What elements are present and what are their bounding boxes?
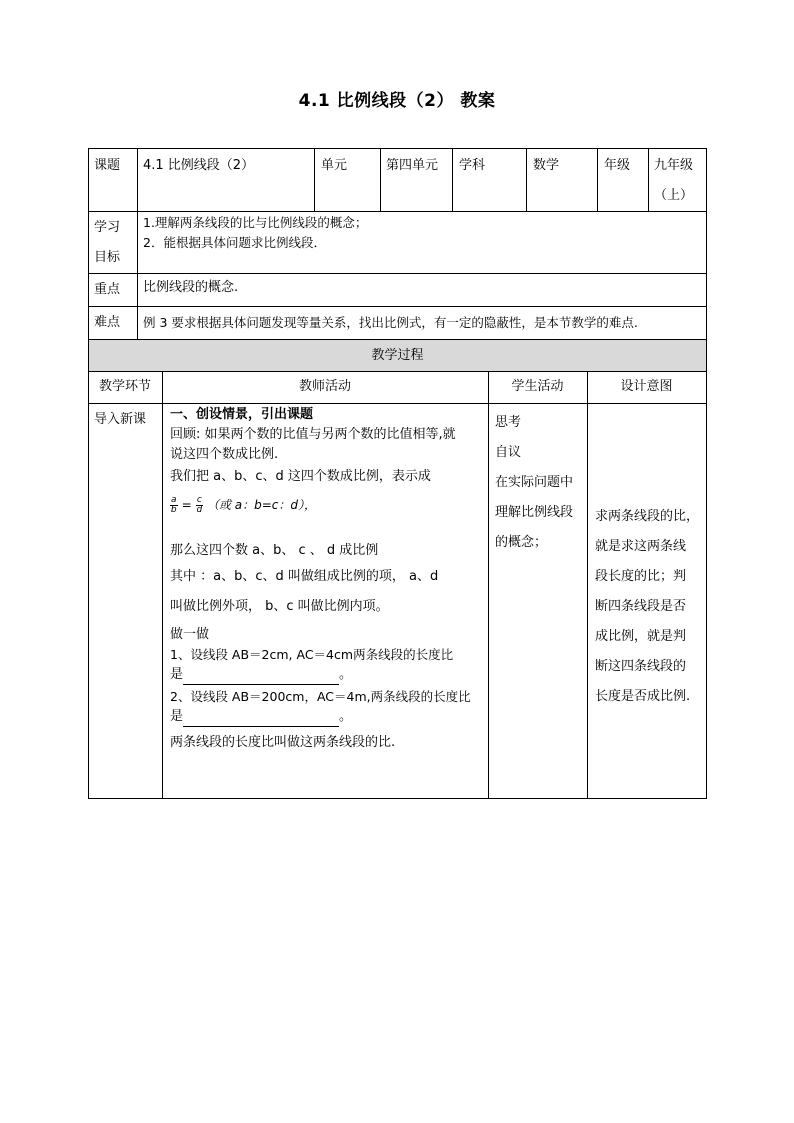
key-point-value: 比例线段的概念. (143, 280, 239, 295)
goal-line-1: 1.理解两条线段的比与比例线段的概念； (143, 215, 368, 230)
col-student: 学生活动 (511, 379, 564, 394)
review-line-1: 回顾: 如果两个数的比值与另两个数的比值相等,就 (170, 427, 456, 442)
question-1-line-1: 1、设线段 AB＝2cm, AC＝4cm两条线段的长度比 (170, 647, 454, 662)
unit-value: 第四单元 (386, 158, 439, 173)
process-header: 教学过程 (371, 348, 424, 363)
topic-value: 4.1 比例线段（2） (143, 158, 255, 173)
design-intent: 求两条线段的比， 就是求这两条线 段长度的比；判 断四条线段是否 成比例，就是判 断这四条线段的 长度是否成比例. (595, 509, 700, 704)
subject-value: 数学 (533, 158, 560, 173)
grade-value: 九年级 (654, 158, 694, 173)
stage-name: 导入新课 (94, 412, 147, 427)
fraction-a-over-b: $\frac{a}{b}$ (170, 495, 177, 515)
notation-line: 我们把 a、b、c、d 这四个数成比例，表示成 (170, 469, 431, 484)
document-title: 4.1 比例线段（2） 教案 (298, 91, 496, 111)
teacher-activity (170, 405, 486, 753)
col-design: 设计意图 (620, 379, 673, 394)
subject-label: 学科 (459, 158, 486, 173)
question-2-line-2: 是 。 (170, 707, 486, 727)
section-heading: 一、创设情景，引出课题 (170, 407, 314, 422)
question-1-line-2: 是 。 (170, 665, 486, 685)
goal-line-2: 2．能根据具体问题求比例线段． (143, 235, 326, 250)
question-2-line-1: 2、设线段 AB＝200cm，AC＝4m,两条线段的长度比 (170, 689, 471, 704)
col-stage: 教学环节 (98, 379, 151, 394)
topic-label: 课题 (94, 158, 121, 173)
among-line-2: 叫做比例外项， b、c 叫做比例内项。 (170, 599, 389, 614)
fraction-line: $\frac{a}{b}$ = $\frac{c}{d}$ （或 a：b=c：d）， (170, 495, 317, 515)
difficulty-value: 例 3 要求根据具体问题发现等量关系，找出比例式，有一定的隐蔽性，是本节教学的难点. (143, 315, 638, 330)
try-it: 做一做 (170, 627, 210, 642)
conclusion: 两条线段的长度比叫做这两条线段的比. (170, 735, 396, 750)
key-point-label: 重点 (94, 282, 121, 297)
unit-label: 单元 (321, 158, 348, 173)
review-line-2: 说这四个数成比例. (170, 447, 279, 462)
grade-label: 年级 (604, 158, 631, 173)
fraction-c-over-d: $\frac{c}{d}$ (196, 495, 203, 515)
grade-semester: （上） (654, 188, 694, 203)
fraction-alt: （或 a：b=c：d）， (206, 498, 317, 512)
then-line: 那么这四个数 a、b、 c 、 d 成比例 (170, 543, 379, 558)
among-line-1: 其中 ：a、b、c、d 叫做组成比例的项， a、d (170, 569, 439, 584)
difficulty-label: 难点 (94, 315, 121, 330)
goals-label-2: 目标 (94, 250, 121, 265)
goals-label-1: 学习 (94, 220, 121, 235)
student-activity: 思考 自议 在实际问题中 理解比例线段 的概念； (495, 415, 574, 550)
col-teacher: 教师活动 (298, 379, 351, 394)
